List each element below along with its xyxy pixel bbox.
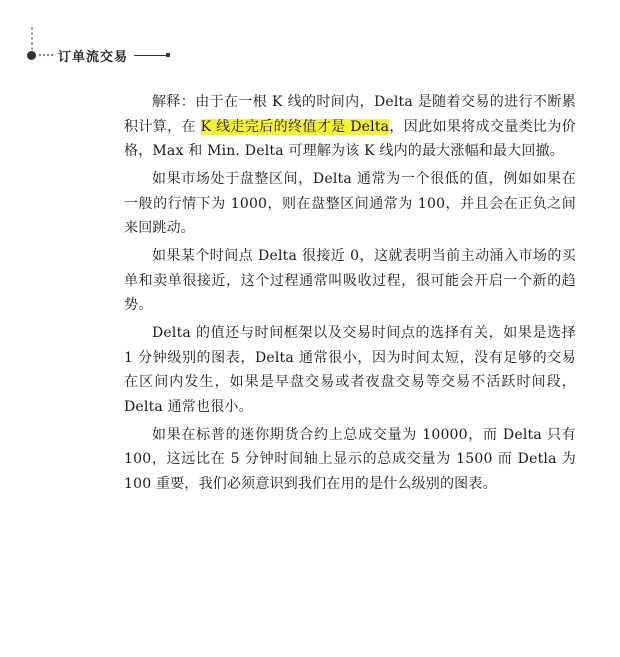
paragraph-sp-futures: 如果在标普的迷你期货合约上总成交量为 10000，而 Delta 只有 100，这远比在 5 分钟时间轴上显示的总成交量为 1500 而 Detla 为 100 重要，我们必须意识到我们在用的是什么级别的图表。 [124,426,576,492]
paragraph-text: 解释：由于在一根 K 线的时间内，Delta 是随着交易的进行不断累积计算，在 [124,94,576,135]
body-text [124,90,576,500]
header-rule [134,55,166,56]
paragraph-absorption: 如果某个时间点 Delta 很接近 0，这就表明当前主动涌入市场的买单和卖单很接近，这个过程通常叫吸收过程，很可能会开启一个新的趋势。 [124,248,576,313]
header-dots-vertical [30,26,34,52]
highlighted-text: K 线走完后的终值才是 Delta [200,118,390,135]
running-header [0,0,620,80]
paragraph-consolidation: 如果市场处于盘整区间，Delta 通常为一个很低的值，例如如果在一般的行情下为 1000，则在盘整区间通常为 100，并且会在正负之间来回跳动。 [124,171,576,236]
header-dots-horizontal [38,53,54,57]
paragraph-text: ，因此如果将成交量类比为价格，Max 和 Min. Delta 可理解为该 K 线内的最大涨幅和最大回撤。 [124,118,576,159]
paragraph-explanation [124,90,576,164]
paragraph-timeframe: Delta 的值还与时间框架以及交易时间点的选择有关，如果是选择 1 分钟级别的图表，Delta 通常很小，因为时间太短，没有足够的交易在区间内发生，如果是早盘交易或者夜盘交易等交易不活跃时间段，Delta 通常也很小。 [124,325,576,415]
header-rule-end [166,53,170,57]
header-bullet-dot [27,51,36,60]
chapter-title: 订单流交易 [58,50,129,65]
